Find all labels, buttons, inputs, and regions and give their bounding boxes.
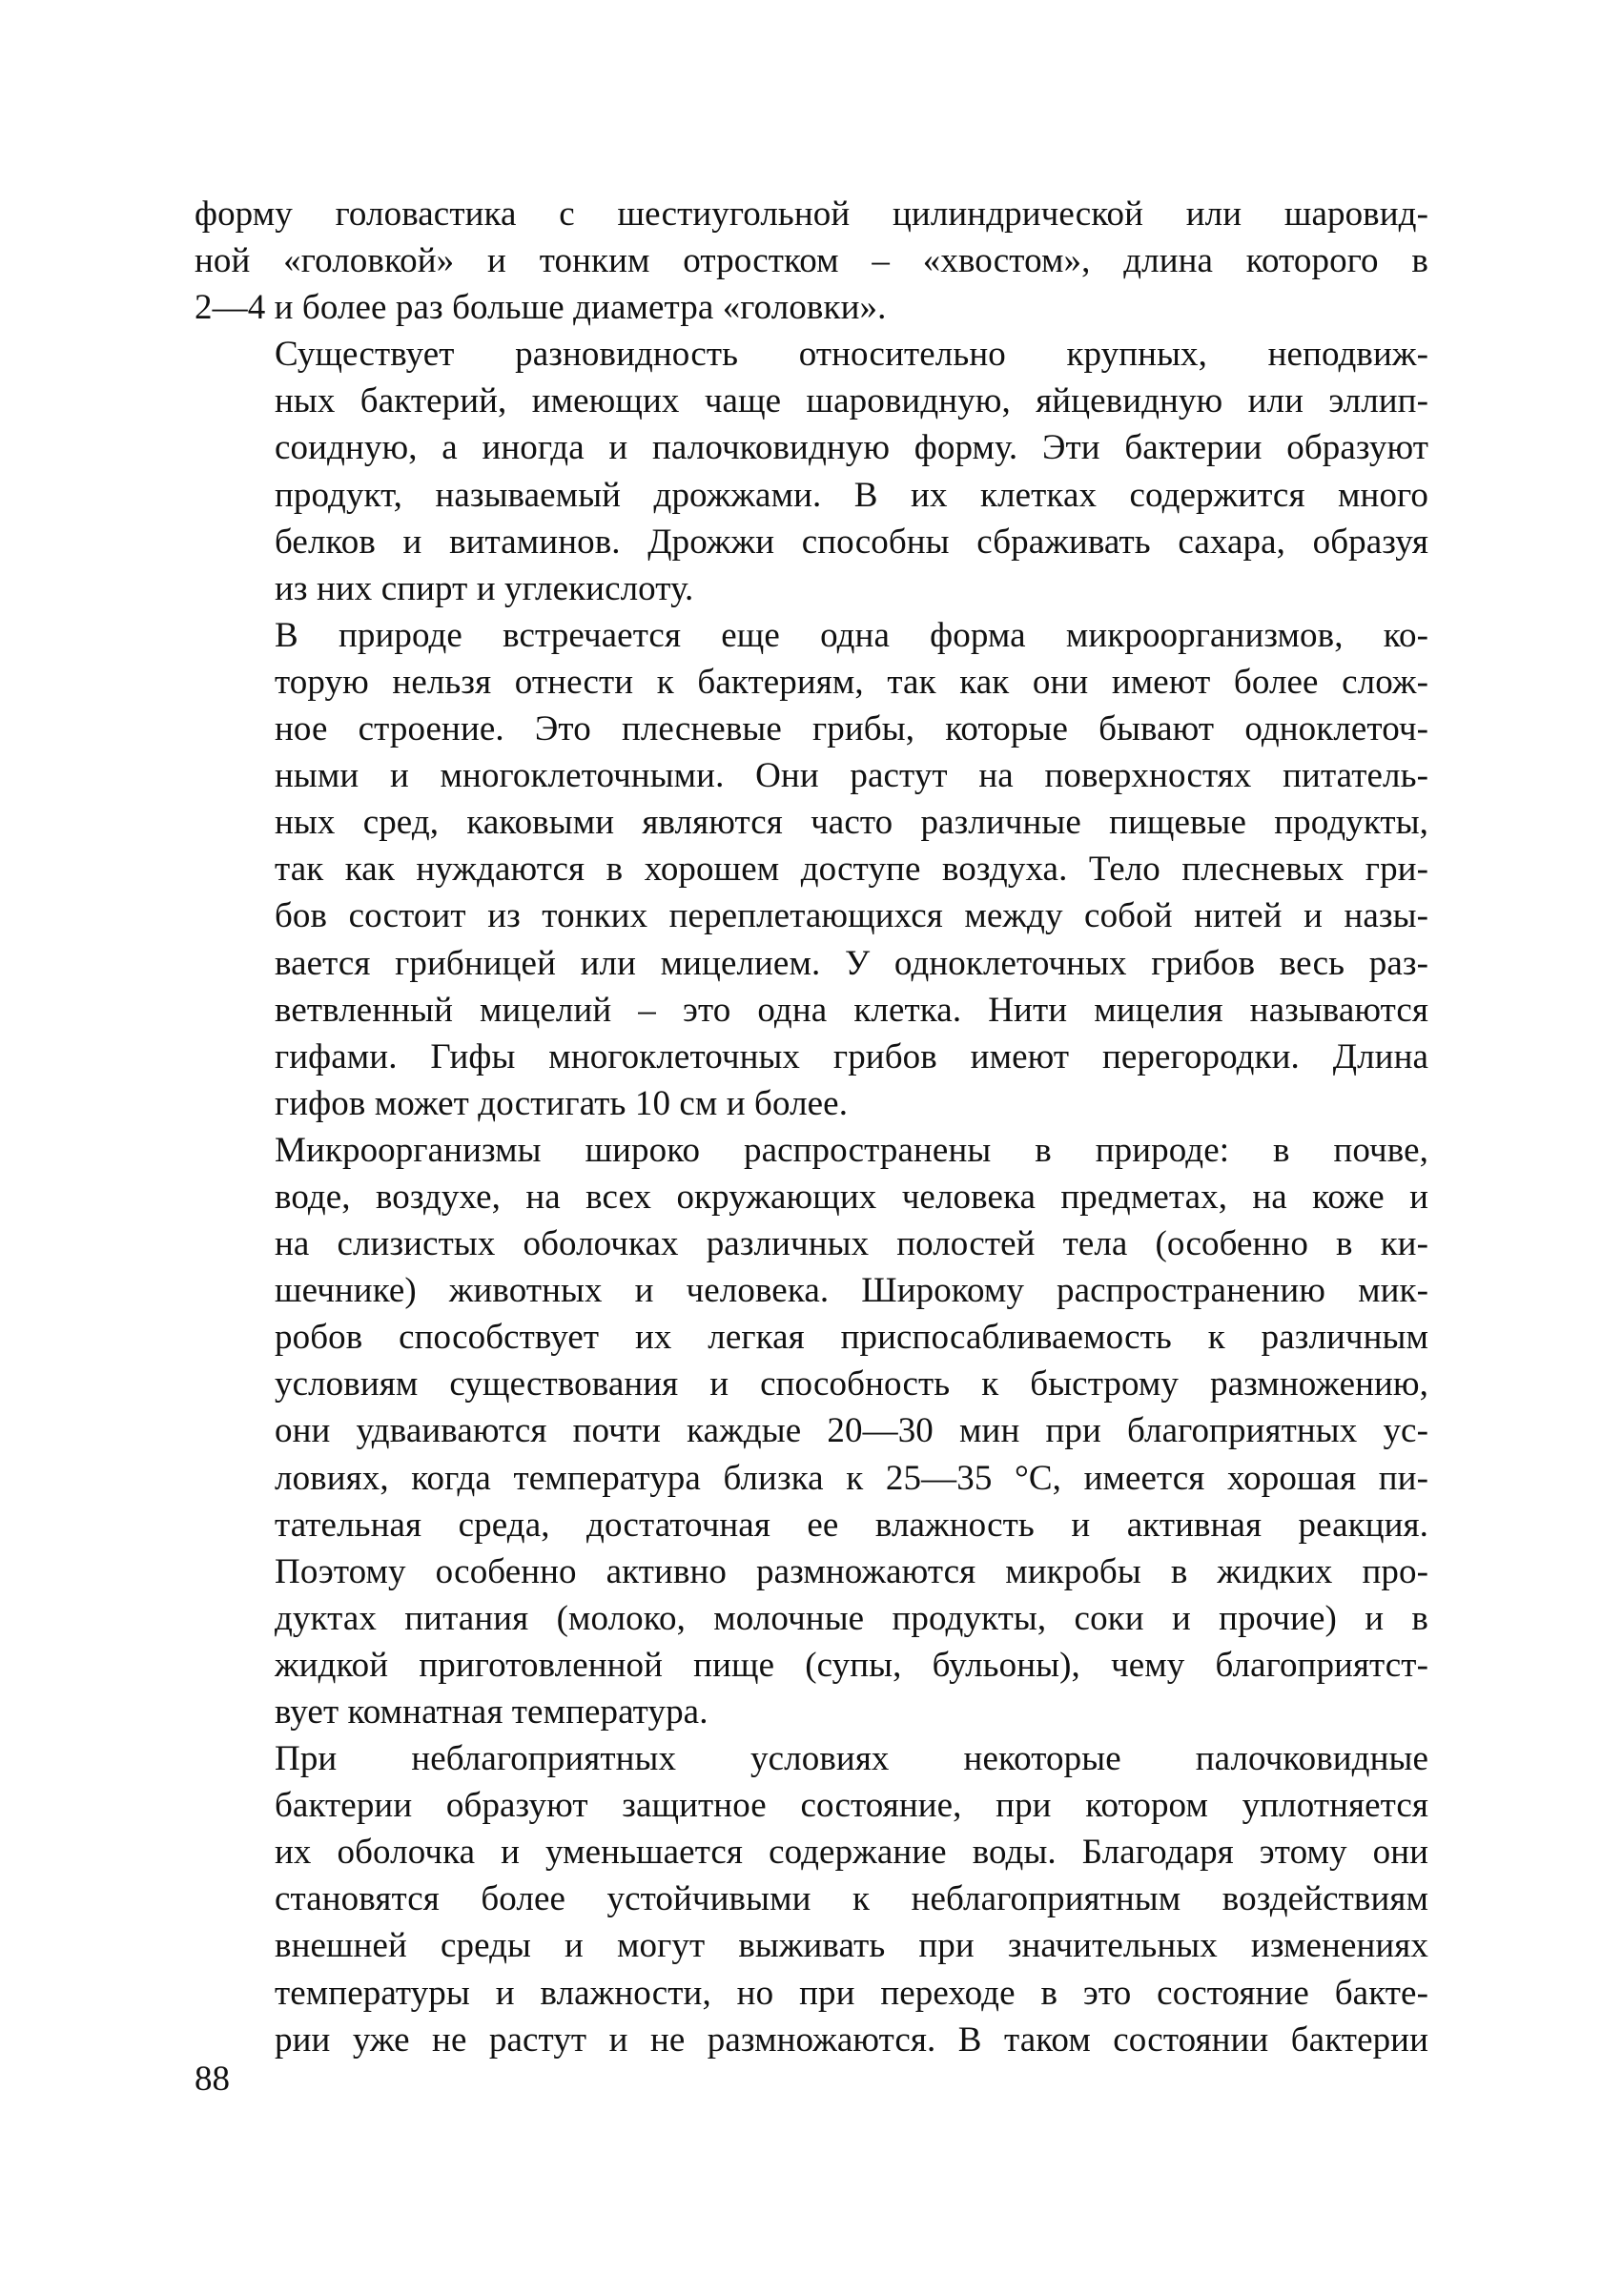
- text-line: робов способствует их легкая приспосабливаемость к различным: [275, 1318, 1428, 1358]
- text-line: так как нуждаются в хорошем доступе воздуха. Тело плесневых гри-: [275, 850, 1428, 890]
- text-line: Поэтому особенно активно размножаются микробы в жидких про-: [275, 1551, 1428, 1591]
- text-line: на слизистых оболочках различных полостей тела (особенно в ки-: [275, 1224, 1428, 1264]
- text-line: соидную, а иногда и палочковидную форму. Эти бактерии образуют: [275, 428, 1428, 468]
- text-line: становятся более устойчивыми к неблагоприятным воздействиям: [275, 1879, 1428, 1919]
- text-line: дуктах питания (молоко, молочные продукты, соки и прочие) и в: [275, 1598, 1428, 1638]
- paragraph-5: [195, 1735, 1428, 2063]
- paragraph-1: [195, 191, 1428, 331]
- text-line: форму головастика с шестиугольной цилиндрической или шаровид-: [195, 195, 1428, 234]
- text-line: воде, воздухе, на всех окружающих человека предметах, на коже и: [275, 1177, 1428, 1217]
- text-line: торую нельзя отнести к бактериям, так как они имеют более слож-: [275, 662, 1428, 702]
- text-line: гифов может достигать 10 см и более.: [275, 1083, 849, 1123]
- text-line: рии уже не растут и не размножаются. В таком состоянии бактерии: [275, 2019, 1428, 2060]
- paragraph-2: [195, 331, 1428, 612]
- text-line: шечнике) животных и человека. Широкому распространению мик-: [275, 1271, 1428, 1311]
- text-line: из них спирт и углекислоту.: [275, 568, 694, 608]
- text-line: бактерии образуют защитное состояние, при котором уплотняется: [275, 1786, 1428, 1826]
- text-line: вует комнатная температура.: [275, 1692, 708, 1732]
- text-line: вается грибницей или мицелием. У одноклеточных грибов весь раз-: [275, 943, 1428, 983]
- paragraph-3: [195, 612, 1428, 1127]
- text-line: жидкой приготовленной пище (супы, бульоны), чему благоприятст-: [275, 1645, 1428, 1685]
- text-line: ловиях, когда температура близка к 25—35 °С, имеется хорошая пи-: [275, 1458, 1428, 1498]
- text-line: Существует разновидность относительно крупных, неподвиж-: [275, 335, 1428, 375]
- text-line: 2—4 и более раз больше диаметра «головки».: [195, 288, 887, 328]
- text-line: При неблагоприятных условиях некоторые палочковидные: [275, 1739, 1428, 1779]
- text-line: их оболочка и уменьшается содержание воды. Благодаря этому они: [275, 1833, 1428, 1873]
- text-line: ной «головкой» и тонким отростком – «хвостом», длина которого в: [195, 241, 1428, 281]
- text-line: ных сред, каковыми являются часто различные пищевые продукты,: [275, 803, 1428, 843]
- text-line: продукт, называемый дрожжами. В их клетках содержится много: [275, 475, 1428, 515]
- paragraph-4: [195, 1127, 1428, 1735]
- text-line: ное строение. Это плесневые грибы, которые бывают одноклеточ-: [275, 709, 1428, 749]
- text-line: внешней среды и могут выживать при значительных изменениях: [275, 1926, 1428, 1966]
- text-line: тательная среда, достаточная ее влажность и активная реакция.: [275, 1505, 1428, 1545]
- text-line: бов состоит из тонких переплетающихся между собой нитей и назы-: [275, 896, 1428, 936]
- text-line: В природе встречается еще одна форма микроорганизмов, ко-: [275, 615, 1428, 655]
- page-body: [195, 191, 1428, 2107]
- text-line: ными и многоклеточными. Они растут на поверхностях питатель-: [275, 756, 1428, 796]
- text-line: они удваиваются почти каждые 20—30 мин при благоприятных ус-: [275, 1411, 1428, 1451]
- text-line: ветвленный мицелий – это одна клетка. Нити мицелия называются: [275, 990, 1428, 1030]
- text-line: белков и витаминов. Дрожжи способны сбраживать сахара, образуя: [275, 522, 1428, 562]
- page-number: 88: [195, 2060, 230, 2099]
- text-line: Микроорганизмы широко распространены в природе: в почве,: [275, 1130, 1428, 1170]
- text-line: ных бактерий, имеющих чаще шаровидную, яйцевидную или эллип-: [275, 381, 1428, 421]
- text-line: гифами. Гифы многоклеточных грибов имеют перегородки. Длина: [275, 1036, 1428, 1076]
- text-line: температуры и влажности, но при переходе в это состояние бакте-: [275, 1973, 1428, 2013]
- text-line: условиям существования и способность к быстрому размножению,: [275, 1364, 1428, 1404]
